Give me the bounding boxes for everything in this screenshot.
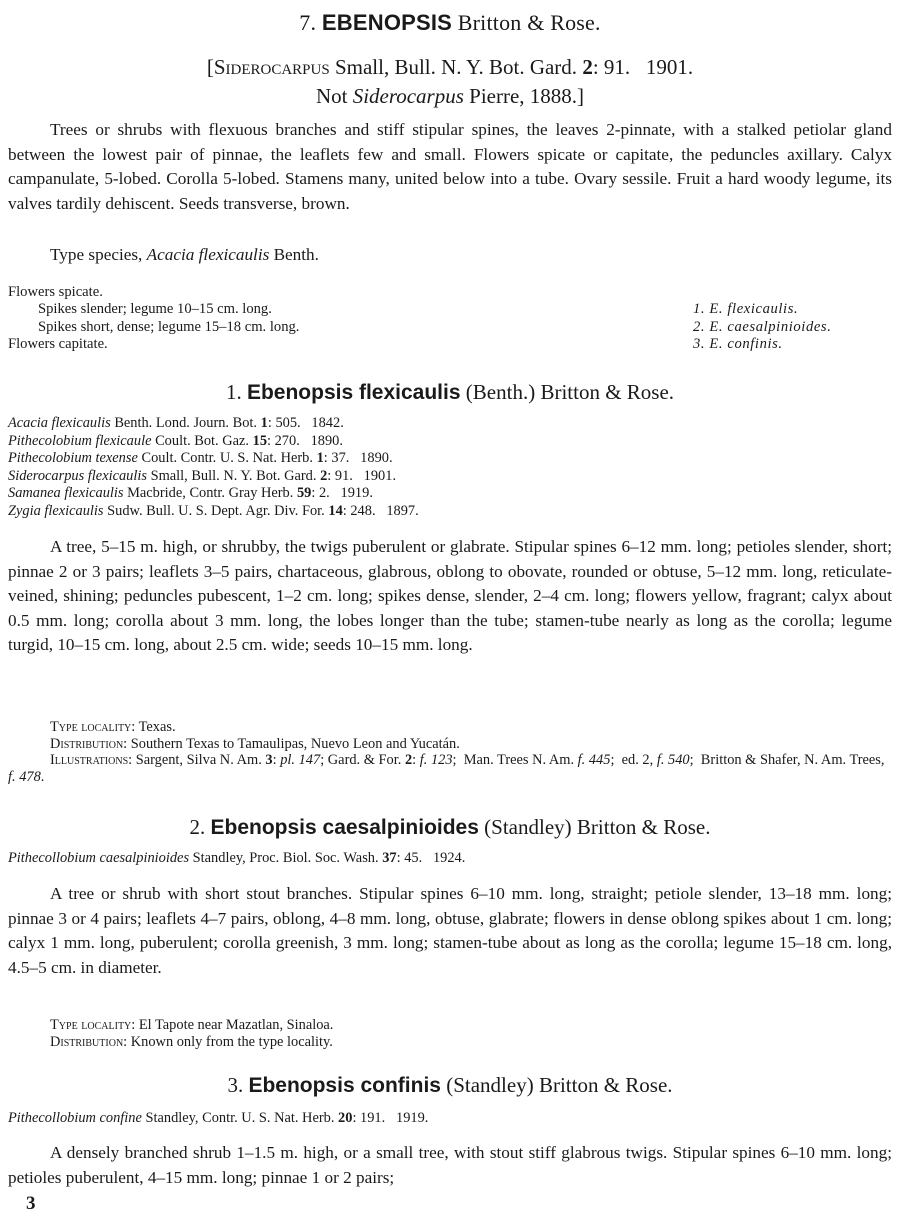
- type-species: [50, 245, 319, 265]
- genus-name: EBENOPSIS: [321, 10, 453, 35]
- synonym-name: Siderocarpus flexicaulis: [8, 467, 147, 484]
- illustrations-value: [8, 752, 888, 785]
- synonym-citation: Benth. Lond. Journ. Bot.: [114, 415, 258, 431]
- synonym-entry: [8, 433, 892, 451]
- bracket-open: [: [206, 55, 214, 79]
- illustration-citation-part: : Sargent, Silva N. Am.: [128, 752, 266, 768]
- synonym-homonym-name: Siderocarpus: [352, 84, 464, 108]
- illustrations-label: Illustrations: [50, 752, 129, 768]
- species-description-text: A tree or shrub with short stout branches. Stipular spines 6–10 mm. long, straight; petiole slender, 13–18 mm. long; pinnae 3 or 4 pairs; leaflets 4–7 pairs, oblong, 4–8 mm. long, obtuse, glabrate; flowers in dense oblong spikes about 1 cm. long; calyx 1 mm. long, puberulent; corolla greenish, 3 mm. long; stamen-tube about as long as the corolla; legume 15–18 cm. long, 4.5–5 cm. in diameter.: [8, 884, 892, 977]
- key-lead: Flowers capitate.: [8, 336, 108, 353]
- synonym-page-year: : 2. 1919.: [311, 485, 373, 501]
- illustration-citation-part: f. 478: [8, 768, 41, 785]
- synonym-citation: Macbride, Contr. Gray Herb.: [127, 485, 294, 501]
- illustration-citation-part: :: [412, 752, 420, 768]
- key-row: [8, 301, 892, 318]
- key-lead: Spikes slender; legume 10–15 cm. long.: [38, 301, 272, 318]
- illustration-citation-part: 3: [265, 752, 273, 768]
- synonym-citation: Standley, Contr. U. S. Nat. Herb.: [145, 1110, 335, 1126]
- distribution-value: : Southern Texas to Tamaulipas, Nuevo Leon and Yucatán.: [123, 735, 460, 752]
- synonym-entry: [8, 415, 892, 433]
- synonym-not: Not: [315, 84, 348, 108]
- synonym-name: Samanea flexicaulis: [8, 485, 124, 501]
- synonym-page-year: : 191. 1919.: [352, 1110, 429, 1126]
- illustration-citation-part: f. 540: [656, 752, 690, 768]
- type-locality-label: Type locality: [50, 719, 132, 735]
- synonym-name: Pithecolobium texense: [8, 450, 138, 466]
- synonym-volume: 59: [296, 485, 312, 501]
- type-species-label: Type species,: [50, 245, 143, 264]
- species-3-synonymy: [8, 1110, 892, 1128]
- genus-synonymy-line-2: [8, 82, 892, 111]
- distribution-label: Distribution: [50, 1033, 124, 1050]
- key-result: 3. E. confinis.: [693, 336, 783, 353]
- synonym-volume: 37: [382, 850, 397, 866]
- species-authority: (Standley) Britton & Rose.: [446, 1073, 673, 1097]
- species-2-notes: [50, 1017, 892, 1050]
- illustration-citation-part: f. 445: [577, 752, 611, 768]
- synonym-entry: [8, 450, 892, 468]
- species-heading-2: [8, 815, 892, 840]
- illustration-citation-part: ; ed. 2,: [610, 752, 657, 768]
- species-name: Ebenopsis flexicaulis: [246, 381, 461, 404]
- species-authority: (Benth.) Britton & Rose.: [465, 380, 675, 404]
- synonym-citation: Coult. Contr. U. S. Nat. Herb.: [141, 450, 313, 466]
- illustrations: [8, 752, 892, 785]
- distribution: [50, 1034, 892, 1051]
- synonym-entry: [8, 468, 892, 486]
- synonym-volume: 1: [260, 415, 268, 431]
- synonym-name: Acacia flexicaulis: [8, 415, 111, 431]
- synonym-volume: 2: [320, 467, 328, 484]
- illustration-citation-part: ; Man. Trees N. Am.: [452, 752, 578, 768]
- type-species-author: Benth.: [273, 245, 319, 264]
- species-2-description: [8, 882, 892, 980]
- distribution-value: : Known only from the type locality.: [123, 1033, 333, 1050]
- species-3-description: [8, 1141, 892, 1190]
- genus-synonymy: [8, 53, 892, 111]
- key-row: [8, 336, 892, 353]
- species-number: 1.: [225, 380, 242, 404]
- synonym-homonym-citation: Pierre, 1888.]: [469, 84, 585, 108]
- species-1-synonymy: [8, 415, 892, 520]
- synonym-volume: 15: [252, 432, 268, 449]
- genus-synonymy-line-1: [8, 53, 892, 82]
- type-locality-value: : El Tapote near Mazatlan, Sinaloa.: [131, 1017, 334, 1033]
- key-row: [8, 284, 892, 301]
- type-species-name: Acacia flexicaulis: [146, 245, 270, 264]
- synonym-citation: Sudw. Bull. U. S. Dept. Agr. Div. For.: [107, 502, 325, 519]
- synonym-name: Zygia flexicaulis: [8, 502, 104, 519]
- distribution: [50, 736, 892, 753]
- synonym-volume: 1: [316, 450, 324, 466]
- type-locality-value: : Texas.: [131, 719, 176, 735]
- synonym-citation: Coult. Bot. Gaz.: [155, 432, 250, 449]
- synonym-page-year: : 248. 1897.: [342, 502, 419, 519]
- key-lead: Flowers spicate.: [8, 284, 103, 300]
- species-description-text: A tree, 5–15 m. high, or shrubby, the twigs puberulent or glabrate. Stipular spines 6–12 mm. long; petioles slender, short; pinnae 2 or 3 pairs; leaflets 3–5 pairs, chartaceous, glabrous, oblong to obovate, rounded or obtuse, 5–12 mm. long, reticulate-veined, shining; peduncles pubescent, 1–2 cm. long; spikes dense, slender, 2–4 cm. long; flowers yellow, fragrant; calyx about 0.5 mm. long; corolla about 3 mm. long, the lobes longer than the tube; stamen-tube nearly as long as the corolla; legume turgid, 10–15 cm. long, about 2.5 cm. wide; seeds 10–15 mm. long.: [8, 537, 892, 655]
- page-number: 3: [26, 1193, 36, 1214]
- synonym-genus-name: Siderocarpus: [213, 55, 330, 79]
- synonym-citation: Small, Bull. N. Y. Bot. Gard.: [150, 467, 317, 484]
- species-key: [8, 284, 892, 354]
- synonym-volume: 2: [582, 55, 593, 79]
- species-2-synonymy: [8, 850, 892, 868]
- species-authority: (Standley) Britton & Rose.: [484, 815, 711, 839]
- synonym-name: Pithecollobium caesalpinioides: [8, 850, 190, 866]
- genus-description-text: Trees or shrubs with flexuous branches and stiff stipular spines, the leaves 2-pinnate, with a stalked petiolar gland between the lowest pair of pinnae, the leaflets few and small. Flowers spicate or capitate, the peduncles axillary. Calyx campanulate, 5-lobed. Corolla 5-lobed. Stamens many, united below into a tube. Ovary sessile. Fruit a hard woody legume, its valves tardily dehiscent. Seeds transverse, brown.: [8, 120, 892, 213]
- illustration-citation-part: pl. 147: [280, 752, 321, 768]
- synonym-entry: [8, 485, 892, 503]
- synonym-entry: [8, 850, 892, 868]
- synonym-page-year: : 505. 1842.: [267, 415, 344, 431]
- key-lead: Spikes short, dense; legume 15–18 cm. long.: [38, 318, 300, 335]
- species-heading-1: [8, 380, 892, 405]
- key-result: 1. E. flexicaulis.: [693, 301, 799, 318]
- genus-number: 7.: [299, 10, 317, 35]
- synonym-entry: [8, 503, 892, 521]
- genus-description: [8, 118, 892, 216]
- species-1-description: [8, 535, 892, 658]
- type-locality-label: Type locality: [50, 1017, 132, 1033]
- key-row: [8, 319, 892, 336]
- species-name: Ebenopsis caesalpinioides: [210, 816, 479, 839]
- synonym-citation: Standley, Proc. Biol. Soc. Wash.: [192, 850, 379, 866]
- synonym-page-year: : 45. 1924.: [396, 850, 466, 866]
- key-result: 2. E. caesalpinioides.: [693, 318, 832, 335]
- species-heading-3: [8, 1073, 892, 1098]
- species-name: Ebenopsis confinis: [248, 1074, 441, 1097]
- synonym-name: Pithecollobium confine: [8, 1110, 142, 1126]
- type-locality: [50, 719, 892, 736]
- illustration-citation-part: .: [40, 768, 45, 785]
- illustration-citation-part: f. 123: [419, 752, 453, 768]
- type-locality: [50, 1017, 892, 1034]
- species-number: 3.: [227, 1073, 244, 1097]
- illustration-citation-part: ; Gard. & For.: [320, 752, 405, 768]
- distribution-label: Distribution: [50, 735, 124, 752]
- illustration-citation-part: :: [272, 752, 281, 768]
- species-description-text: A densely branched shrub 1–1.5 m. high, or a small tree, with stout stiff glabrous twigs. Stipular spines 6–10 mm. long; petioles puberulent, 4–15 mm. long; pinnae 1 or 2 pairs;: [8, 1143, 892, 1187]
- species-1-notes: [8, 719, 892, 785]
- genus-authority: Britton & Rose.: [457, 10, 601, 35]
- synonym-page-year: : 91. 1901.: [592, 55, 694, 79]
- synonym-volume: 20: [338, 1110, 353, 1126]
- species-number: 2.: [189, 815, 206, 839]
- illustration-citation-part: ; Britton & Shafer, N. Am. Trees,: [689, 752, 889, 768]
- genus-heading: [8, 10, 892, 36]
- synonym-citation: Small, Bull. N. Y. Bot. Gard.: [334, 55, 578, 79]
- synonym-page-year: : 37. 1890.: [323, 450, 393, 466]
- synonym-page-year: : 91. 1901.: [327, 467, 397, 484]
- illustration-citation-part: 2: [404, 752, 413, 768]
- synonym-name: Pithecolobium flexicaule: [8, 432, 152, 449]
- synonym-volume: 14: [328, 502, 343, 519]
- synonym-entry: [8, 1110, 892, 1128]
- synonym-page-year: : 270. 1890.: [267, 432, 343, 449]
